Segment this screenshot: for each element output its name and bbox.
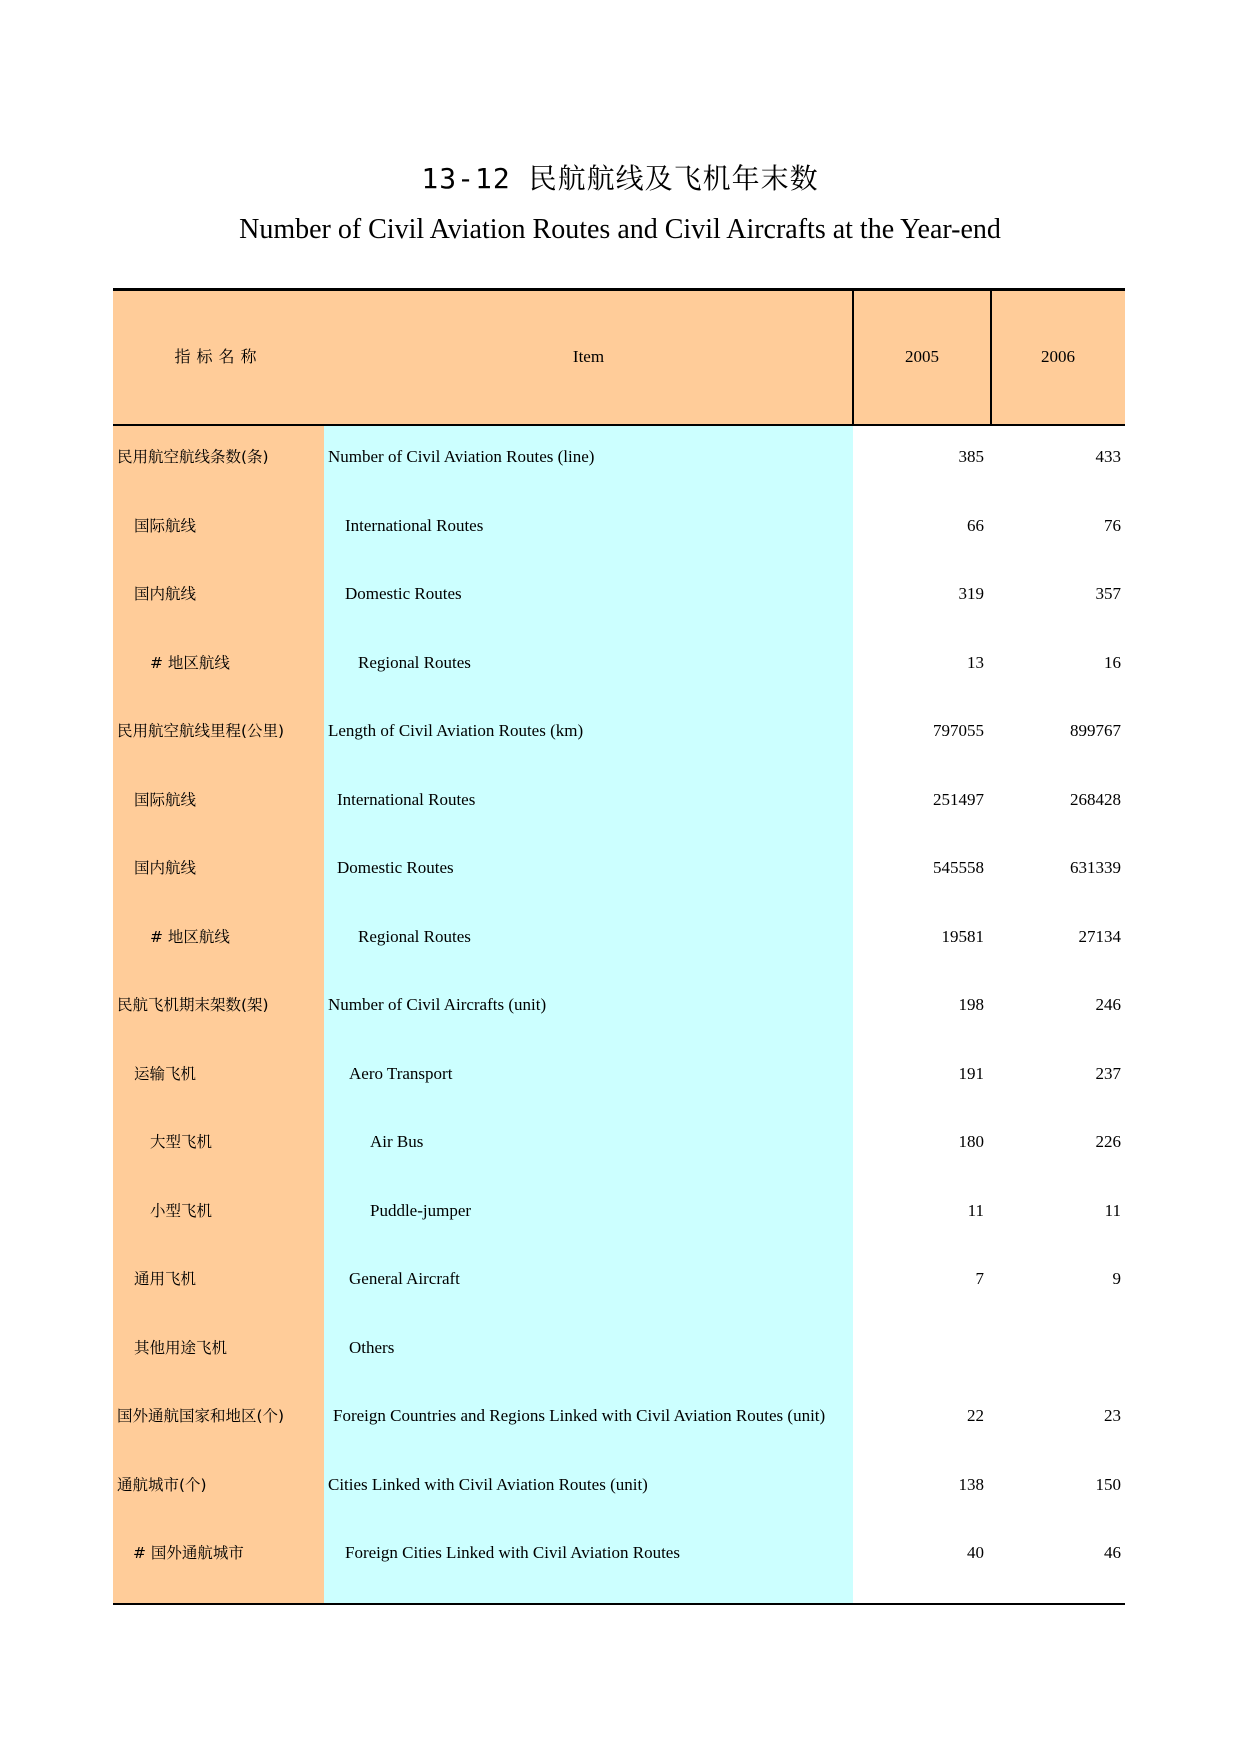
row-value-2006: 9 xyxy=(1112,1269,1121,1288)
row-cn-label: 小型飞机 xyxy=(150,1201,213,1220)
row-value-2005: 797055 xyxy=(933,721,984,740)
table-row xyxy=(113,1189,1125,1258)
row-value-2006: 46 xyxy=(1104,1543,1121,1562)
row-value-2006: 226 xyxy=(1095,1132,1121,1151)
row-en-label: Length of Civil Aviation Routes (km) xyxy=(328,721,584,740)
row-en-label: Aero Transport xyxy=(349,1063,453,1083)
row-value-2006: 16 xyxy=(1104,652,1121,672)
row-cn-label: 通用飞机 xyxy=(134,1270,197,1288)
row-cn-label: 国际航线 xyxy=(134,516,197,535)
row-value-2005: 22 xyxy=(967,1406,984,1425)
table-row xyxy=(113,846,1125,915)
table-row xyxy=(113,641,1125,710)
row-value-2005: 40 xyxy=(967,1543,984,1562)
row-value-2005: 191 xyxy=(958,1063,984,1083)
row-cn-label: # 国外通航城市 xyxy=(133,1544,244,1562)
table-row xyxy=(113,915,1125,984)
row-cn-label: 运输飞机 xyxy=(134,1064,197,1083)
row-cn-label: 国内航线 xyxy=(134,859,197,877)
row-en-label: Domestic Routes xyxy=(345,584,462,603)
row-cn-label: 其他用途飞机 xyxy=(134,1338,228,1357)
row-value-2006: 246 xyxy=(1095,995,1121,1014)
row-value-2006: 11 xyxy=(1104,1200,1121,1220)
table-row xyxy=(113,1463,1125,1532)
table-row xyxy=(113,983,1125,1052)
row-value-2005: 180 xyxy=(958,1132,984,1151)
row-value-2005: 11 xyxy=(967,1200,984,1220)
row-cn-label: 民用航空航线里程(公里) xyxy=(117,722,285,740)
table-row xyxy=(113,1531,1125,1600)
table-row xyxy=(113,1052,1125,1121)
row-cn-label: # 地区航线 xyxy=(150,653,230,672)
table-row xyxy=(113,1394,1125,1463)
row-cn-label: 民航飞机期末架数(架) xyxy=(117,996,269,1014)
row-cn-label: 民用航空航线条数(条) xyxy=(117,448,269,466)
row-en-label: Number of Civil Aviation Routes (line) xyxy=(328,447,595,466)
table-bottom-rule xyxy=(113,1603,1125,1605)
row-value-2006: 268428 xyxy=(1070,789,1121,809)
header-year-2006: 2006 xyxy=(1041,347,1075,366)
row-value-2005: 545558 xyxy=(933,858,984,877)
row-value-2005: 319 xyxy=(958,584,984,603)
row-value-2006: 23 xyxy=(1104,1406,1121,1425)
row-value-2006: 150 xyxy=(1095,1474,1121,1494)
row-value-2005: 7 xyxy=(975,1269,984,1288)
row-en-label: International Routes xyxy=(337,789,476,809)
table-row xyxy=(113,778,1125,847)
page-title-cn: 13-12 民航航线及飞机年末数 xyxy=(421,162,819,195)
page-title-en: Number of Civil Aviation Routes and Civil Aircrafts at the Year-end xyxy=(239,214,1001,245)
row-value-2006: 76 xyxy=(1104,515,1121,535)
row-en-label: Domestic Routes xyxy=(337,858,454,877)
row-cn-label: 国内航线 xyxy=(134,585,197,603)
row-value-2005: 251497 xyxy=(933,789,984,809)
row-value-2006: 237 xyxy=(1095,1063,1121,1083)
row-cn-label: 通航城市(个) xyxy=(117,1475,207,1494)
row-en-label: Others xyxy=(349,1337,395,1357)
row-en-label: Cities Linked with Civil Aviation Routes (unit) xyxy=(328,1474,648,1494)
row-value-2005: 138 xyxy=(958,1474,984,1494)
table-row xyxy=(113,709,1125,778)
table-row xyxy=(113,1257,1125,1326)
table-row xyxy=(113,572,1125,641)
row-en-label: Puddle-jumper xyxy=(370,1200,472,1220)
row-cn-label: 国外通航国家和地区(个) xyxy=(117,1407,285,1425)
header-cn-name: 指标名称 xyxy=(174,347,263,366)
row-value-2006: 433 xyxy=(1095,447,1121,466)
table-row xyxy=(113,435,1125,504)
table-row xyxy=(113,1326,1125,1395)
data-table xyxy=(113,288,1125,1605)
row-value-2005: 198 xyxy=(958,995,984,1014)
table-body xyxy=(113,435,1125,1600)
row-cn-label: 国际航线 xyxy=(134,790,197,809)
row-en-label: Regional Routes xyxy=(358,926,471,946)
row-cn-label: # 地区航线 xyxy=(150,927,230,946)
row-en-label: Number of Civil Aircrafts (unit) xyxy=(328,995,547,1014)
row-en-label: Air Bus xyxy=(370,1132,424,1151)
row-en-label: Foreign Countries and Regions Linked with Civil Aviation Routes (unit) xyxy=(333,1406,826,1425)
row-value-2005: 13 xyxy=(967,652,984,672)
row-value-2006: 357 xyxy=(1095,584,1121,603)
row-value-2006: 27134 xyxy=(1078,926,1121,946)
row-value-2005: 19581 xyxy=(941,926,984,946)
table-row xyxy=(113,1120,1125,1189)
row-en-label: International Routes xyxy=(345,515,484,535)
row-en-label: General Aircraft xyxy=(349,1269,460,1288)
row-value-2006: 631339 xyxy=(1070,858,1121,877)
header-year-2005: 2005 xyxy=(905,347,939,366)
row-value-2005: 66 xyxy=(967,515,984,535)
row-cn-label: 大型飞机 xyxy=(150,1133,213,1151)
row-en-label: Regional Routes xyxy=(358,652,471,672)
header-item: Item xyxy=(572,347,605,366)
row-value-2005: 385 xyxy=(958,447,984,466)
row-en-label: Foreign Cities Linked with Civil Aviation Routes xyxy=(345,1543,680,1562)
table-row xyxy=(113,504,1125,573)
row-value-2006: 899767 xyxy=(1070,721,1121,740)
